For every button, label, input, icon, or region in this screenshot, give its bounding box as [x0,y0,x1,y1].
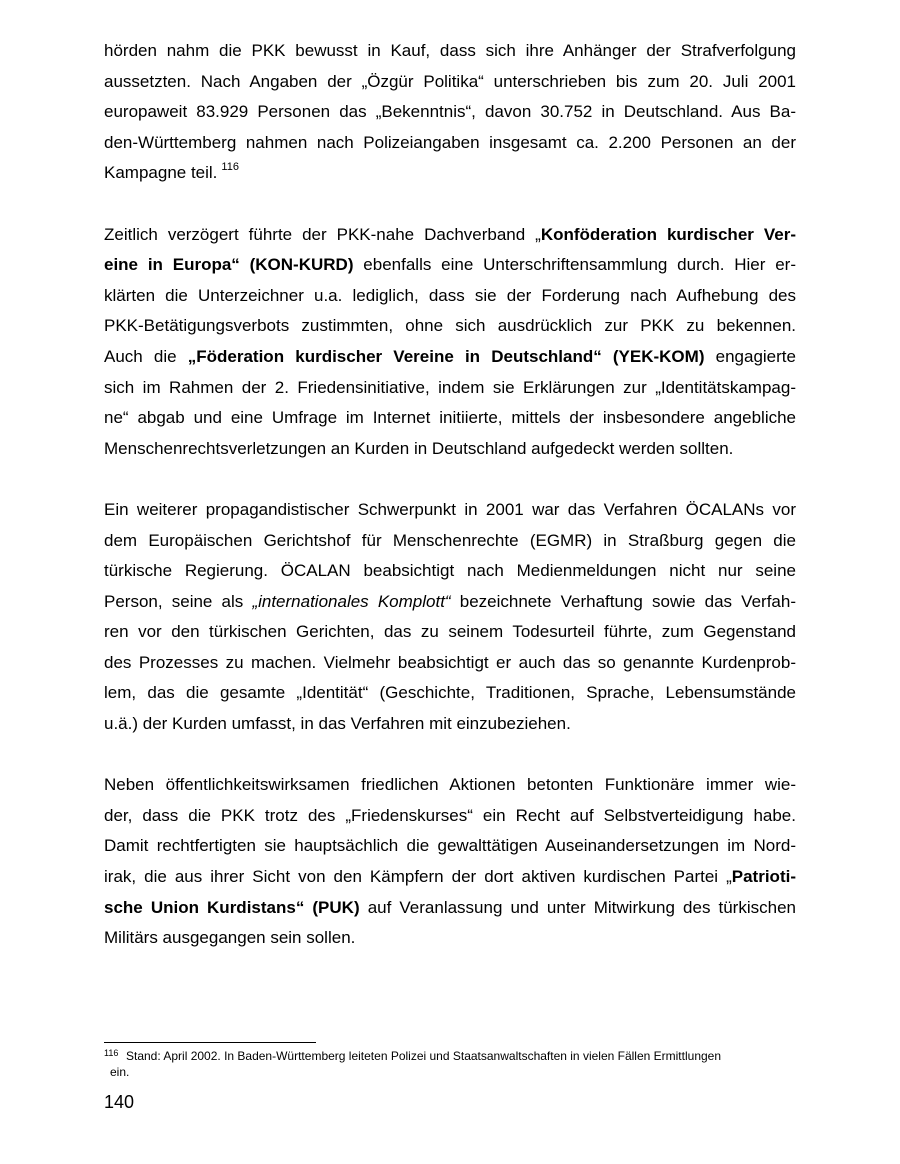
text-fragment: irak, die aus ihrer Sicht von den Kämpfern der dort aktiven kurdischen Partei „ [104,867,732,887]
page-number: 140 [104,1092,135,1112]
text-line: aussetzten. Nach Angaben der „Özgür Politika“ unterschrieben bis zum 20. Juli 2001 [104,71,796,91]
text-line: lem, das die gesamte „Identität“ (Geschichte, Traditionen, Sprache, Lebensumstände [104,683,796,703]
text-line [104,158,796,189]
text-line [104,587,796,618]
paragraph-3 [104,495,796,740]
text-fragment: ebenfalls eine Unterschriftensammlung durch. Hier er- [353,255,796,275]
bold-organization-name: Patrioti- [731,867,796,887]
text-line: Menschenrechtsverletzungen an Kurden in Deutschland aufgedeckt werden sollten. [104,438,734,458]
text-fragment: Person, seine als [104,591,253,611]
text-fragment: engagierte [704,346,796,366]
paragraph-gap [104,189,796,220]
text-line: den-Württemberg nahmen nach Polizeiangaben insgesamt ca. 2.200 Personen an der [104,132,796,152]
paragraph-gap [104,464,796,495]
text-line [104,342,796,373]
text-line: klärten die Unterzeichner u.a. lediglich, dass sie der Forderung nach Aufhebung des [104,285,796,305]
text-fragment: bezeichnete Verhaftung sowie das Verfah- [450,591,796,611]
text-line [104,220,796,251]
text-fragment: Kampagne teil. [104,163,218,183]
text-line: Ein weiterer propagandistischer Schwerpunkt in 2001 war das Verfahren ÖCALANs vor [104,499,796,519]
footnote-separator [104,1042,316,1043]
bold-organization-name: sche Union Kurdistans“ (PUK) [104,897,360,917]
text-line: ne“ abgab und eine Umfrage im Internet initiierte, mittels der insbesondere angebliche [104,408,796,428]
text-line: ren vor den türkischen Gerichten, das zu seinem Todesurteil führte, zum Gegenstand [104,622,796,642]
paragraph-gap [104,740,796,771]
footnote-reference: 116 [221,161,239,174]
document-body [104,36,796,954]
text-line [104,862,796,893]
paragraph-2 [104,220,796,465]
text-line: Damit rechtfertigten sie hauptsächlich die gewalttätigen Auseinandersetzungen im Nord- [104,836,796,856]
footnote-text-continued: ein. [110,1064,130,1079]
paragraph-1 [104,36,796,189]
text-fragment: Auch die [104,346,188,366]
text-line: europaweit 83.929 Personen das „Bekenntnis“, davon 30.752 in Deutschland. Aus Ba- [104,102,796,122]
footnote [104,1049,796,1080]
text-line [104,250,796,281]
text-line [104,893,796,924]
text-line: PKK-Betätigungsverbots zustimmten, ohne sich ausdrücklich zur PKK zu bekennen. [104,316,796,336]
text-line: hörden nahm die PKK bewusst in Kauf, dass sich ihre Anhänger der Strafverfolgung [104,41,796,60]
footnote-text: Stand: April 2002. In Baden-Württemberg leiteten Polizei und Staatsanwaltschaften in vielen Fällen Ermittlungen [126,1049,722,1063]
bold-organization-name: „Föderation kurdischer Vereine in Deutschland“ (YEK-KOM) [187,346,705,366]
footnote-number: 116 [104,1048,119,1058]
text-line: der, dass die PKK trotz des „Friedenskurses“ ein Recht auf Selbstverteidigung habe. [104,805,796,825]
text-fragment: auf Veranlassung und unter Mitwirkung des türkischen [359,897,796,917]
text-line: des Prozesses zu machen. Vielmehr beabsichtigt er auch das so genannte Kurdenprob- [104,652,796,672]
text-fragment: Zeitlich verzögert führte der PKK-nahe Dachverband „ [104,224,541,244]
text-line: türkische Regierung. ÖCALAN beabsichtigt nach Medienmeldungen nicht nur seine [104,561,796,581]
text-line: sich im Rahmen der 2. Friedensinitiative, indem sie Erklärungen zur „Identitätskampag- [104,377,796,397]
bold-organization-name: Konföderation kurdischer Ver- [540,224,796,244]
paragraph-4 [104,770,796,954]
text-line: Neben öffentlichkeitswirksamen friedlichen Aktionen betonten Funktionäre immer wie- [104,775,796,795]
italic-quote: „internationales Komplott“ [252,591,451,611]
text-line: u.ä.) der Kurden umfasst, in das Verfahren mit einzubeziehen. [104,714,571,734]
bold-organization-name: eine in Europa“ (KON-KURD) [104,255,354,275]
text-line: dem Europäischen Gerichtshof für Menschenrechte (EGMR) in Straßburg gegen die [104,530,796,550]
text-line: Militärs ausgegangen sein sollen. [104,928,356,948]
